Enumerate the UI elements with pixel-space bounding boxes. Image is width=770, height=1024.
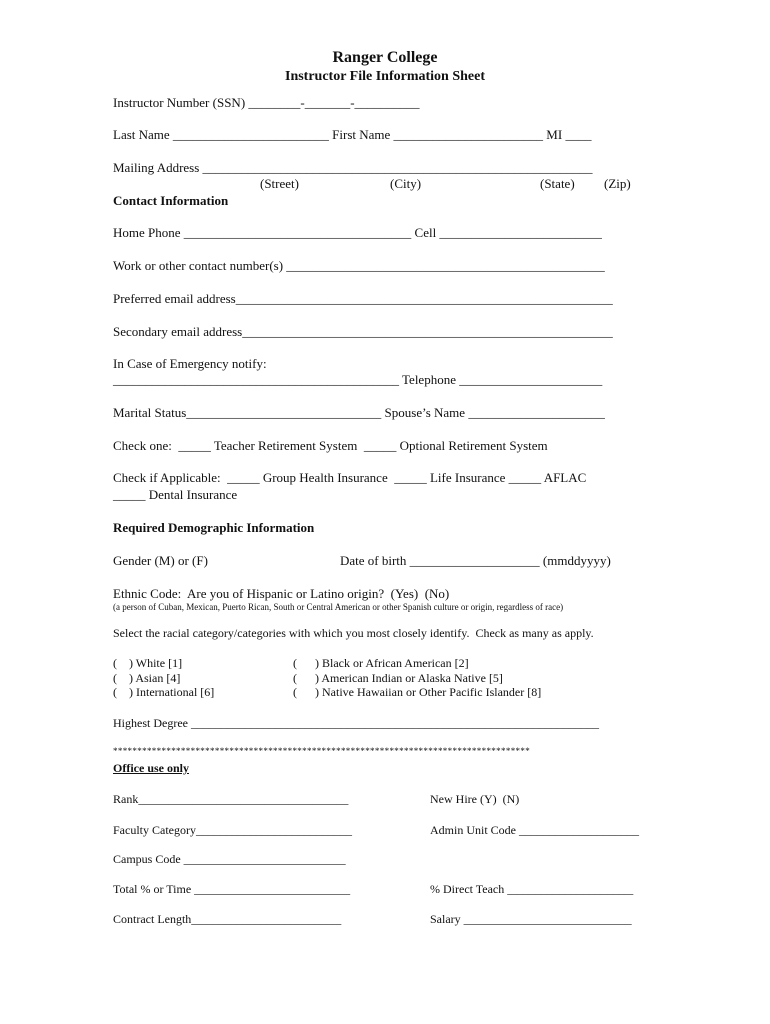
admin-unit-field: Admin Unit Code ____________________ <box>430 823 639 837</box>
direct-teach-field: % Direct Teach _____________________ <box>430 882 634 896</box>
race-black: ( ) Black or African American [2] <box>293 656 469 670</box>
ethnic-field: Ethnic Code: Are you of Hispanic or Latino origin? (Yes) (No) <box>113 586 450 601</box>
ssn-field: Instructor Number (SSN) ________-_______-__________ <box>113 95 420 110</box>
race-white: ( ) White [1] <box>113 656 183 670</box>
preferred-email-field: Preferred email address__________________________________________________________ <box>113 291 613 306</box>
new-hire-field: New Hire (Y) (N) <box>430 792 520 806</box>
campus-code-field: Campus Code ___________________________ <box>113 852 346 866</box>
ethnic-note: (a person of Cuban, Mexican, Puerto Rican, South or Central American or other Spanish culture or origin, regardless of race) <box>113 602 564 612</box>
gender-field: Gender (M) or (F) <box>113 553 208 568</box>
work-phone-field: Work or other contact number(s) _________________________________________________ <box>113 258 605 273</box>
rank-field: Rank___________________________________ <box>113 792 349 806</box>
contract-length-field: Contract Length_________________________ <box>113 912 342 926</box>
zip-label: (Zip) <box>604 176 631 191</box>
office-use-heading: Office use only <box>113 761 189 775</box>
race-pacific-islander: ( ) Native Hawaiian or Other Pacific Islander [8] <box>293 685 542 699</box>
retirement-check: Check one: _____ Teacher Retirement System _____ Optional Retirement System <box>113 438 548 453</box>
race-asian: ( ) Asian [4] <box>113 671 181 685</box>
home-phone-field: Home Phone ___________________________________ Cell _________________________ <box>113 225 602 240</box>
emergency-field: ____________________________________________ Telephone ______________________ <box>113 372 603 387</box>
race-international: ( ) International [6] <box>113 685 215 699</box>
contact-heading: Contact Information <box>113 193 229 208</box>
emergency-label: In Case of Emergency notify: <box>113 356 267 371</box>
faculty-category-field: Faculty Category__________________________ <box>113 823 352 837</box>
highest-degree-field: Highest Degree ____________________________________________________________________ <box>113 716 599 730</box>
secondary-email-field: Secondary email address_________________________________________________________ <box>113 324 613 339</box>
street-label: (Street) <box>260 176 299 191</box>
total-time-field: Total % or Time __________________________ <box>113 882 351 896</box>
demographic-heading: Required Demographic Information <box>113 520 315 535</box>
marital-field: Marital Status______________________________ Spouse’s Name _____________________ <box>113 405 605 420</box>
insurance-check-2: _____ Dental Insurance <box>113 487 238 502</box>
mailing-address-field: Mailing Address ____________________________________________________________ <box>113 160 593 175</box>
name-fields: Last Name ________________________ First Name _______________________ MI ____ <box>113 127 592 142</box>
race-american-indian: ( ) American Indian or Alaska Native [5] <box>293 671 503 685</box>
salary-field: Salary ____________________________ <box>430 912 632 926</box>
divider-stars: ************************************************************************************** <box>113 746 531 756</box>
form-title: Ranger College <box>332 49 438 66</box>
city-label: (City) <box>390 176 422 191</box>
insurance-check-1: Check if Applicable: _____ Group Health Insurance _____ Life Insurance _____ AFLAC <box>113 470 587 485</box>
dob-field: Date of birth ____________________ (mmddyyyy) <box>340 553 611 568</box>
state-label: (State) <box>540 176 575 191</box>
racial-instructions: Select the racial category/categories with which you most closely identify. Check as many as apply. <box>113 626 594 640</box>
form-subtitle: Instructor File Information Sheet <box>285 69 485 84</box>
